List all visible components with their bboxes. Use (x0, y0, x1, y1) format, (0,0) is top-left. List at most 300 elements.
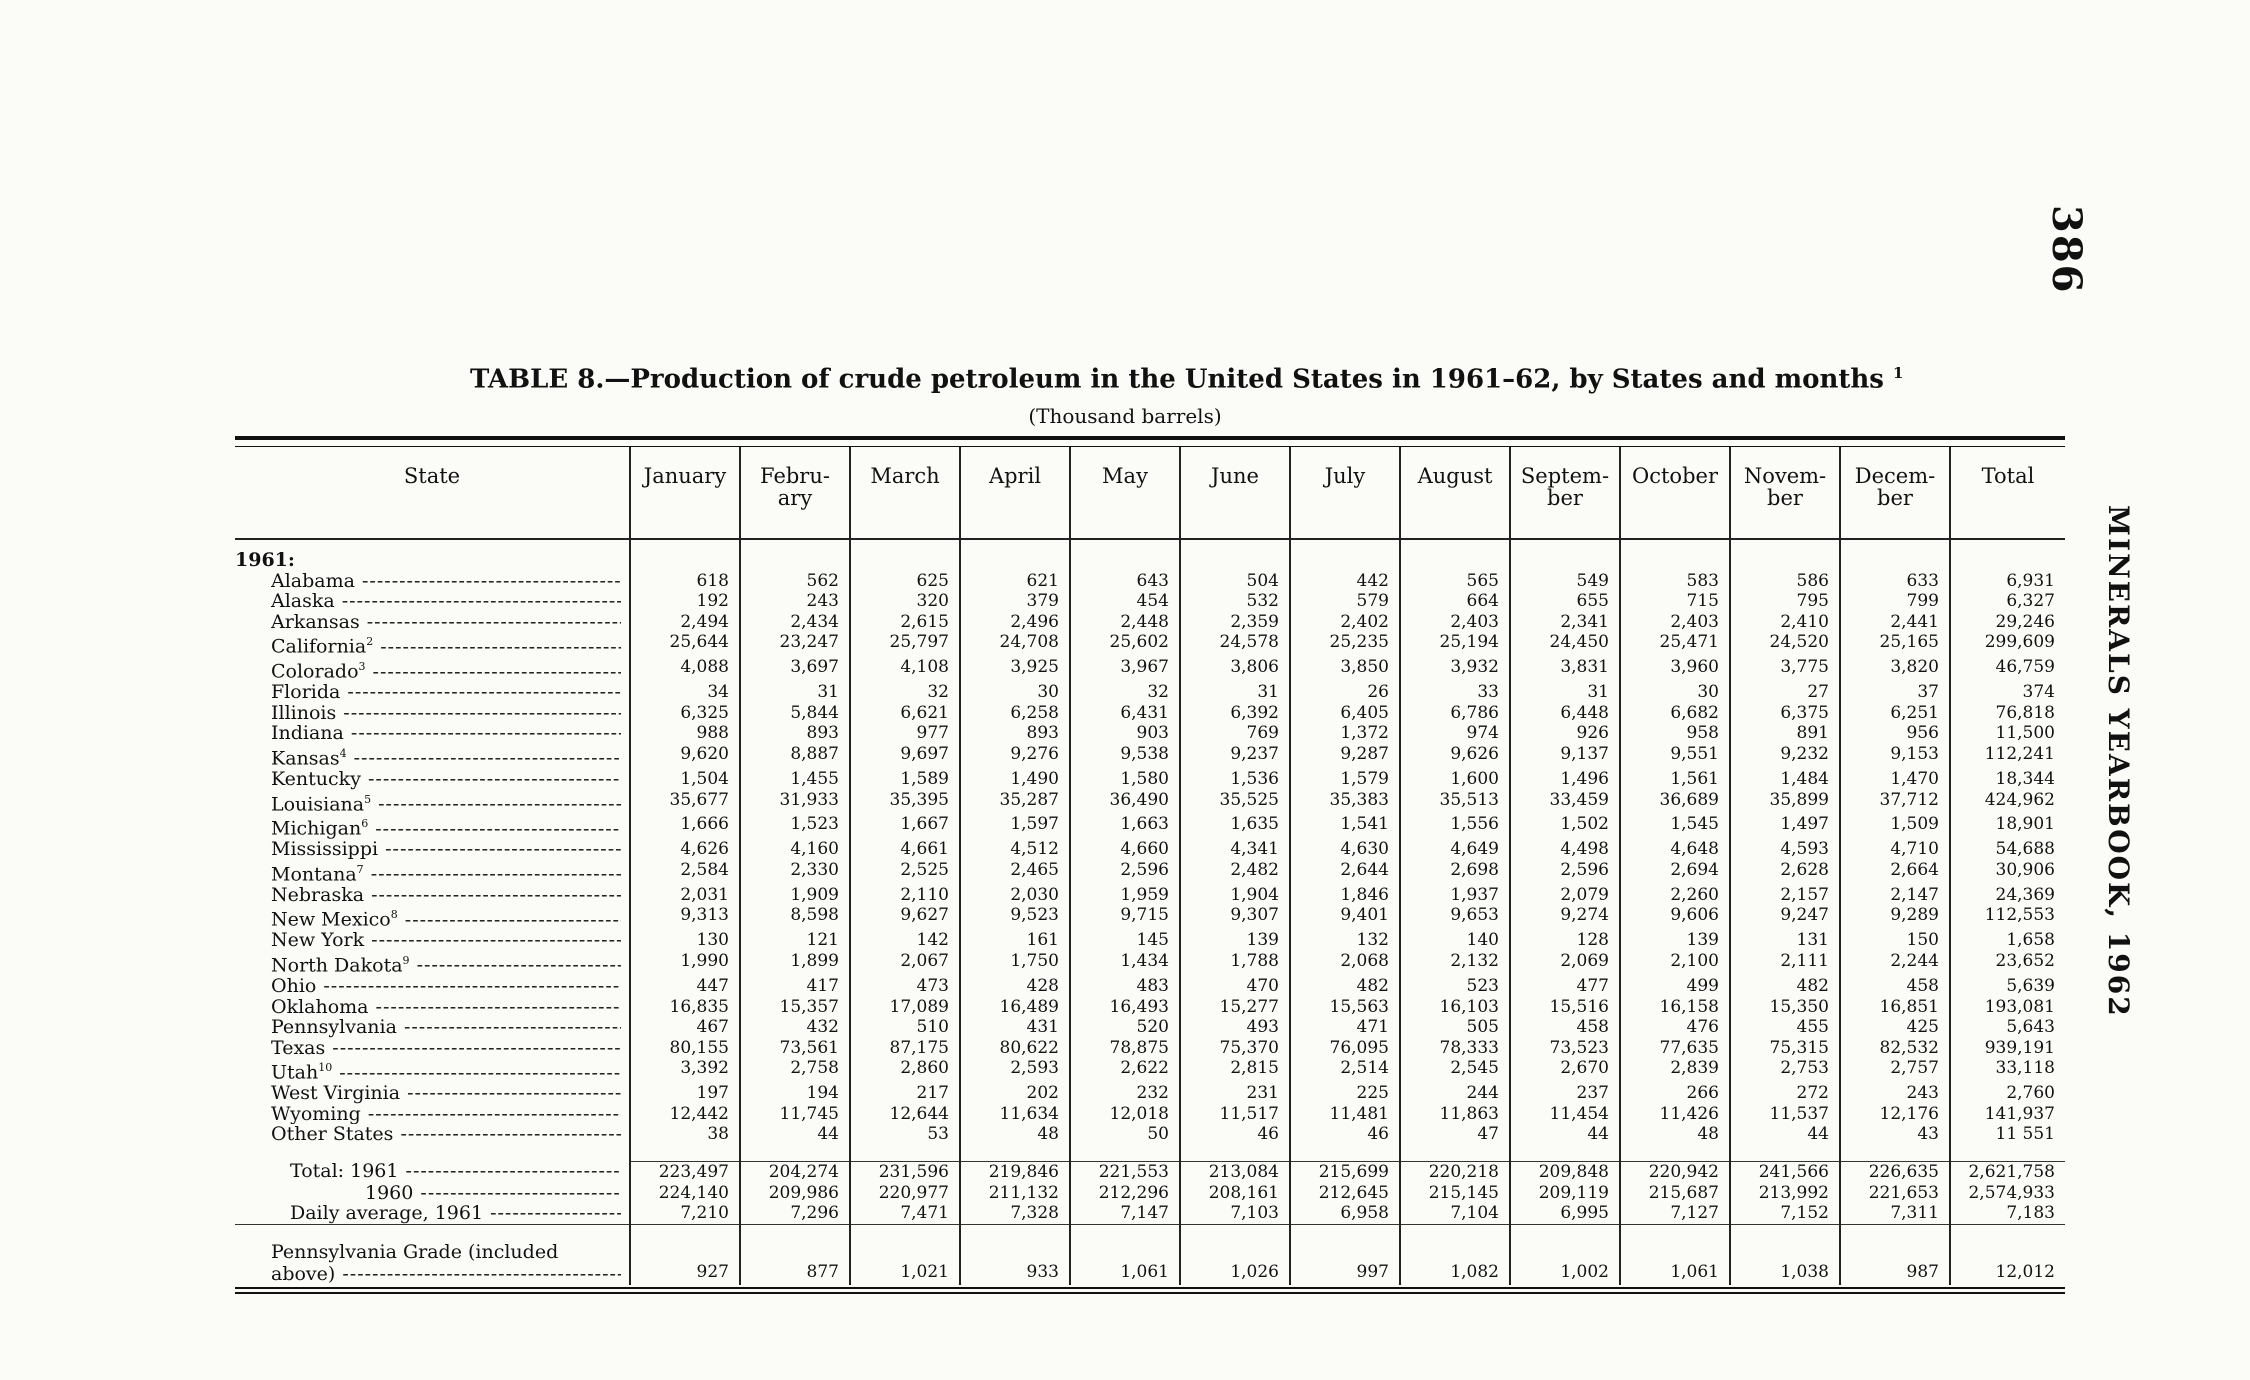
column-header (1840, 447, 1950, 539)
footnote-marker: 7 (356, 862, 364, 876)
value-cell: 633 (1840, 571, 1950, 592)
total-row (235, 1161, 2065, 1182)
value-cell: 2,584 (630, 860, 740, 885)
value-cell: 432 (740, 1017, 850, 1038)
state-name (271, 632, 621, 657)
table-row (235, 632, 2065, 657)
column-header-text: ber (1877, 486, 1913, 510)
header-row (235, 447, 2065, 539)
value-cell: 9,715 (1070, 905, 1180, 930)
state-name-text: Utah (271, 1061, 319, 1084)
grade-label-line2-text: above) (271, 1262, 336, 1285)
value-cell: 36,490 (1070, 790, 1180, 815)
value-cell: 424,962 (1950, 790, 2065, 815)
value-cell: 2,615 (850, 612, 960, 633)
value-cell: 33,459 (1510, 790, 1620, 815)
footnote-marker: 8 (390, 908, 398, 922)
state-name-text: New Mexico (271, 908, 391, 931)
value-cell: 4,088 (630, 657, 740, 682)
state-name-cell (235, 1104, 630, 1125)
value-cell: 2,670 (1510, 1058, 1620, 1083)
column-header-text: Decem- (1854, 464, 1936, 488)
total-label-cell (235, 1161, 630, 1182)
column-header-text: August (1417, 464, 1493, 488)
value-cell: 6,375 (1730, 703, 1840, 724)
value-cell: 1,434 (1070, 951, 1180, 976)
bottom-rule (235, 1287, 2065, 1289)
state-name-text: North Dakota (271, 954, 403, 976)
value-cell: 2,496 (960, 612, 1070, 633)
state-name-cell (235, 790, 630, 815)
column-header-state (235, 447, 630, 539)
value-cell: 231 (1180, 1083, 1290, 1104)
total-value-cell: 7,296 (740, 1203, 850, 1224)
value-cell: 2,100 (1620, 951, 1730, 976)
column-header (1400, 447, 1510, 539)
value-cell: 24,450 (1510, 632, 1620, 657)
year-label: 1961: (235, 549, 295, 571)
state-name-text: Louisiana (271, 792, 365, 815)
value-cell: 2,069 (1510, 951, 1620, 976)
value-cell: 2,525 (850, 860, 960, 885)
value-cell: 30,906 (1950, 860, 2065, 885)
state-name-text: Alaska (271, 591, 335, 612)
total-value-cell: 213,084 (1180, 1161, 1290, 1182)
column-header (850, 447, 960, 539)
value-cell: 11,634 (960, 1104, 1070, 1125)
value-cell: 6,405 (1290, 703, 1400, 724)
table-row (235, 744, 2065, 769)
value-cell: 1,504 (630, 769, 740, 790)
value-cell: 417 (740, 976, 850, 997)
value-cell: 621 (960, 571, 1070, 592)
value-cell: 4,341 (1180, 839, 1290, 860)
grade-value-cell: 933 (960, 1224, 1070, 1285)
value-cell: 9,551 (1620, 744, 1730, 769)
grade-value-cell: 987 (1840, 1224, 1950, 1285)
value-cell: 9,276 (960, 744, 1070, 769)
value-cell: 795 (1730, 591, 1840, 612)
table-row (235, 860, 2065, 885)
value-cell: 2,622 (1070, 1058, 1180, 1083)
table-title-text: TABLE 8.—Production of crude petroleum in the United States in 1961–62, by States and months (470, 364, 1884, 395)
state-name-text: California (271, 635, 367, 658)
value-cell: 33 (1400, 682, 1510, 703)
value-cell: 1,666 (630, 814, 740, 839)
value-cell: 130 (630, 930, 740, 951)
value-cell: 12,442 (630, 1104, 740, 1125)
empty-cell (1840, 1145, 1950, 1162)
value-cell: 77,635 (1620, 1038, 1730, 1059)
value-cell: 431 (960, 1017, 1070, 1038)
total-label-text: Daily average, 1961 (290, 1203, 484, 1224)
footnote-marker: 10 (318, 1061, 333, 1075)
value-cell: 1,846 (1290, 885, 1400, 906)
state-name (271, 905, 621, 930)
value-cell: 1,484 (1730, 769, 1840, 790)
grade-value-cell: 1,061 (1620, 1224, 1730, 1285)
value-cell: 44 (1730, 1124, 1840, 1145)
state-name-text: Nebraska (271, 884, 365, 906)
value-cell: 2,403 (1400, 612, 1510, 633)
value-cell: 36,689 (1620, 790, 1730, 815)
state-name (271, 769, 621, 790)
value-cell: 583 (1620, 571, 1730, 592)
value-cell: 2,410 (1730, 612, 1840, 633)
value-cell: 956 (1840, 723, 1950, 744)
value-cell: 11,537 (1730, 1104, 1840, 1125)
empty-cell (1070, 539, 1180, 571)
value-cell: 8,598 (740, 905, 850, 930)
total-value-cell: 220,942 (1620, 1161, 1730, 1182)
empty-cell (1510, 1145, 1620, 1162)
column-header (1730, 447, 1840, 539)
value-cell: 2,448 (1070, 612, 1180, 633)
state-name-text: Florida (271, 682, 341, 703)
state-name-text: Pennsylvania (271, 1017, 397, 1038)
total-value-cell: 209,119 (1510, 1183, 1620, 1204)
value-cell: 11,745 (740, 1104, 850, 1125)
value-cell: 2,644 (1290, 860, 1400, 885)
state-name-cell (235, 657, 630, 682)
value-cell: 505 (1400, 1017, 1510, 1038)
total-value-cell: 7,152 (1730, 1203, 1840, 1224)
state-name (271, 860, 621, 885)
value-cell: 1,496 (1510, 769, 1620, 790)
running-head: MINERALS YEARBOOK, 1962 (2102, 505, 2135, 1018)
total-value-cell: 220,218 (1400, 1161, 1510, 1182)
value-cell: 23,247 (740, 632, 850, 657)
value-cell: 9,523 (960, 905, 1070, 930)
value-cell: 1,990 (630, 951, 740, 976)
value-cell: 24,520 (1730, 632, 1840, 657)
empty-cell (1290, 1145, 1400, 1162)
empty-cell (235, 1145, 630, 1162)
value-cell: 504 (1180, 571, 1290, 592)
value-cell: 3,697 (740, 657, 850, 682)
footnote-marker: 5 (364, 792, 372, 806)
value-cell: 266 (1620, 1083, 1730, 1104)
value-cell: 1,663 (1070, 814, 1180, 839)
value-cell: 1,497 (1730, 814, 1840, 839)
state-name (271, 814, 621, 839)
total-value-cell: 211,132 (960, 1183, 1070, 1204)
value-cell: 2,079 (1510, 885, 1620, 906)
value-cell: 217 (850, 1083, 960, 1104)
value-cell: 25,602 (1070, 632, 1180, 657)
page-number: 386 (2043, 205, 2090, 295)
value-cell: 1,545 (1620, 814, 1730, 839)
empty-cell (960, 1145, 1070, 1162)
spacer-row (235, 1145, 2065, 1162)
value-cell: 25,797 (850, 632, 960, 657)
empty-cell (1620, 539, 1730, 571)
grade-value-cell: 1,002 (1510, 1224, 1620, 1285)
value-cell: 2,132 (1400, 951, 1510, 976)
grade-value-cell: 1,061 (1070, 1224, 1180, 1285)
value-cell: 425 (1840, 1017, 1950, 1038)
column-header (1620, 447, 1730, 539)
value-cell: 6,786 (1400, 703, 1510, 724)
value-cell: 9,232 (1730, 744, 1840, 769)
empty-cell (1180, 539, 1290, 571)
value-cell: 470 (1180, 976, 1290, 997)
value-cell: 32 (1070, 682, 1180, 703)
state-name-text: Colorado (271, 660, 359, 683)
total-value-cell: 212,645 (1290, 1183, 1400, 1204)
value-cell: 35,287 (960, 790, 1070, 815)
value-cell: 6,931 (1950, 571, 2065, 592)
value-cell: 1,561 (1620, 769, 1730, 790)
total-value-cell: 7,147 (1070, 1203, 1180, 1224)
value-cell: 35,677 (630, 790, 740, 815)
empty-cell (960, 539, 1070, 571)
value-cell: 11,517 (1180, 1104, 1290, 1125)
value-cell: 1,788 (1180, 951, 1290, 976)
value-cell: 44 (740, 1124, 850, 1145)
value-cell: 2,494 (630, 612, 740, 633)
value-cell: 523 (1400, 976, 1510, 997)
value-cell: 482 (1290, 976, 1400, 997)
value-cell: 32 (850, 682, 960, 703)
value-cell: 1,502 (1510, 814, 1620, 839)
value-cell: 447 (630, 976, 740, 997)
value-cell: 24,708 (960, 632, 1070, 657)
value-cell: 9,153 (1840, 744, 1950, 769)
value-cell: 532 (1180, 591, 1290, 612)
total-label (365, 1183, 621, 1204)
value-cell: 1,580 (1070, 769, 1180, 790)
value-cell: 243 (1840, 1083, 1950, 1104)
total-value-cell: 221,553 (1070, 1161, 1180, 1182)
grade-label-line2 (271, 1263, 621, 1285)
value-cell: 2,482 (1180, 860, 1290, 885)
value-cell: 625 (850, 571, 960, 592)
title-footnote-marker: 1 (1893, 364, 1904, 382)
value-cell: 25,165 (1840, 632, 1950, 657)
value-cell: 23,652 (1950, 951, 2065, 976)
total-row (235, 1203, 2065, 1224)
value-cell: 1,909 (740, 885, 850, 906)
state-name (271, 790, 621, 815)
value-cell: 30 (960, 682, 1070, 703)
state-name-cell (235, 1058, 630, 1083)
value-cell: 76,818 (1950, 703, 2065, 724)
value-cell: 1,658 (1950, 930, 2065, 951)
value-cell: 1,904 (1180, 885, 1290, 906)
value-cell: 2,694 (1620, 860, 1730, 885)
value-cell: 473 (850, 976, 960, 997)
value-cell: 6,682 (1620, 703, 1730, 724)
value-cell: 1,455 (740, 769, 850, 790)
table-row (235, 951, 2065, 976)
empty-cell (1730, 1145, 1840, 1162)
table-body (235, 539, 2065, 1285)
state-name (271, 839, 621, 860)
value-cell: 2,545 (1400, 1058, 1510, 1083)
value-cell: 26 (1290, 682, 1400, 703)
value-cell: 2,628 (1730, 860, 1840, 885)
value-cell: 2,031 (630, 885, 740, 906)
state-name-cell (235, 951, 630, 976)
total-label (290, 1161, 621, 1182)
value-cell: 471 (1290, 1017, 1400, 1038)
value-cell: 1,750 (960, 951, 1070, 976)
state-name (271, 744, 621, 769)
value-cell: 374 (1950, 682, 2065, 703)
value-cell: 9,627 (850, 905, 960, 930)
column-header-text: Septem- (1520, 464, 1610, 488)
value-cell: 455 (1730, 1017, 1840, 1038)
grade-value-cell: 877 (740, 1224, 850, 1285)
value-cell: 18,344 (1950, 769, 2065, 790)
value-cell: 192 (630, 591, 740, 612)
value-cell: 6,251 (1840, 703, 1950, 724)
column-header-text: State (403, 464, 461, 488)
state-name (271, 612, 621, 633)
value-cell: 2,514 (1290, 1058, 1400, 1083)
state-name (271, 1124, 621, 1145)
table-row (235, 790, 2065, 815)
column-header (630, 447, 740, 539)
value-cell: 3,850 (1290, 657, 1400, 682)
value-cell: 9,401 (1290, 905, 1400, 930)
value-cell: 799 (1840, 591, 1950, 612)
total-value-cell: 213,992 (1730, 1183, 1840, 1204)
production-table (235, 447, 2065, 1285)
state-name-text: Other States (271, 1124, 394, 1145)
value-cell: 9,313 (630, 905, 740, 930)
empty-cell (1290, 539, 1400, 571)
value-cell: 893 (960, 723, 1070, 744)
state-name-text: Mississippi (271, 839, 379, 860)
value-cell: 4,498 (1510, 839, 1620, 860)
state-name-cell (235, 591, 630, 612)
value-cell: 11,426 (1620, 1104, 1730, 1125)
state-name-cell (235, 703, 630, 724)
empty-cell (1730, 539, 1840, 571)
value-cell: 75,370 (1180, 1038, 1290, 1059)
column-header (1180, 447, 1290, 539)
total-value-cell: 209,848 (1510, 1161, 1620, 1182)
column-header (740, 447, 850, 539)
table-row (235, 1104, 2065, 1125)
value-cell: 6,325 (630, 703, 740, 724)
value-cell: 16,103 (1400, 997, 1510, 1018)
state-name-cell (235, 744, 630, 769)
value-cell: 458 (1510, 1017, 1620, 1038)
column-header-text: June (1211, 464, 1259, 488)
value-cell: 145 (1070, 930, 1180, 951)
value-cell: 379 (960, 591, 1070, 612)
value-cell: 320 (850, 591, 960, 612)
state-name (271, 1058, 621, 1083)
value-cell: 8,887 (740, 744, 850, 769)
total-value-cell: 7,183 (1950, 1203, 2065, 1224)
empty-cell (1400, 1145, 1510, 1162)
table-row (235, 723, 2065, 744)
value-cell: 891 (1730, 723, 1840, 744)
table-row (235, 905, 2065, 930)
value-cell: 2,147 (1840, 885, 1950, 906)
value-cell: 25,644 (630, 632, 740, 657)
table-row (235, 769, 2065, 790)
grade-value-cell: 927 (630, 1224, 740, 1285)
value-cell: 1,509 (1840, 814, 1950, 839)
value-cell: 244 (1400, 1083, 1510, 1104)
value-cell: 78,333 (1400, 1038, 1510, 1059)
value-cell: 38 (630, 1124, 740, 1145)
value-cell: 442 (1290, 571, 1400, 592)
value-cell: 73,561 (740, 1038, 850, 1059)
value-cell: 150 (1840, 930, 1950, 951)
total-value-cell: 7,328 (960, 1203, 1070, 1224)
state-name-cell (235, 1124, 630, 1145)
value-cell: 194 (740, 1083, 850, 1104)
value-cell: 9,287 (1290, 744, 1400, 769)
value-cell: 4,630 (1290, 839, 1400, 860)
total-value-cell: 7,210 (630, 1203, 740, 1224)
value-cell: 2,593 (960, 1058, 1070, 1083)
value-cell: 139 (1180, 930, 1290, 951)
table-row (235, 997, 2065, 1018)
value-cell: 565 (1400, 571, 1510, 592)
value-cell: 73,523 (1510, 1038, 1620, 1059)
value-cell: 5,643 (1950, 1017, 2065, 1038)
value-cell: 3,806 (1180, 657, 1290, 682)
table-row (235, 976, 2065, 997)
table-row (235, 885, 2065, 906)
value-cell: 2,402 (1290, 612, 1400, 633)
value-cell: 6,448 (1510, 703, 1620, 724)
state-name (271, 1083, 621, 1104)
value-cell: 1,937 (1400, 885, 1510, 906)
total-value-cell: 6,958 (1290, 1203, 1400, 1224)
table-row (235, 703, 2065, 724)
value-cell: 25,235 (1290, 632, 1400, 657)
table-title (470, 364, 1904, 395)
value-cell: 1,959 (1070, 885, 1180, 906)
year-row (235, 539, 2065, 571)
grade-row (235, 1224, 2065, 1285)
value-cell: 43 (1840, 1124, 1950, 1145)
table-row (235, 1124, 2065, 1145)
value-cell: 15,277 (1180, 997, 1290, 1018)
total-value-cell: 208,161 (1180, 1183, 1290, 1204)
value-cell: 31 (1180, 682, 1290, 703)
value-cell: 4,648 (1620, 839, 1730, 860)
value-cell: 664 (1400, 591, 1510, 612)
value-cell: 4,593 (1730, 839, 1840, 860)
value-cell: 48 (1620, 1124, 1730, 1145)
column-header (1510, 447, 1620, 539)
value-cell: 2,664 (1840, 860, 1950, 885)
value-cell: 50 (1070, 1124, 1180, 1145)
column-header (1950, 447, 2065, 539)
value-cell: 11,500 (1950, 723, 2065, 744)
column-header-text: March (870, 464, 940, 488)
value-cell: 121 (740, 930, 850, 951)
value-cell: 1,600 (1400, 769, 1510, 790)
grade-value-cell: 12,012 (1950, 1224, 2065, 1285)
empty-cell (740, 539, 850, 571)
value-cell: 46,759 (1950, 657, 2065, 682)
table-row (235, 1017, 2065, 1038)
state-name-cell (235, 682, 630, 703)
value-cell: 2,068 (1290, 951, 1400, 976)
value-cell: 2,110 (850, 885, 960, 906)
value-cell: 3,775 (1730, 657, 1840, 682)
